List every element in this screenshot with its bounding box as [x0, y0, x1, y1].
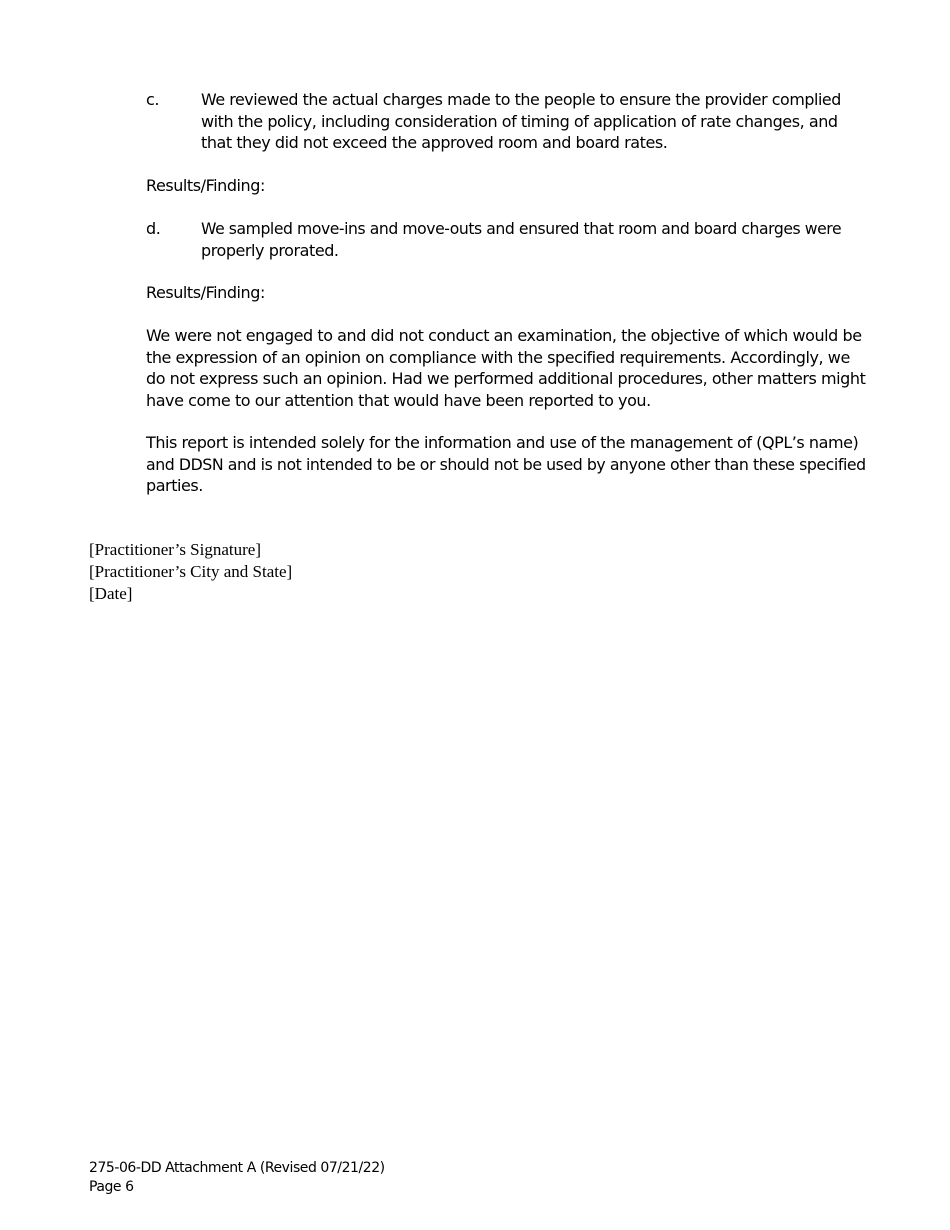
item-line: We sampled move-ins and move-outs and ensured that room and board charges were [201, 219, 842, 238]
item-text [201, 89, 841, 154]
item-line: with the policy, including consideration of timing of application of rate changes, and [201, 111, 838, 131]
procedure-item-c [146, 89, 866, 155]
date-line: [Date] [89, 584, 133, 603]
results-finding-label: Results/Finding: [146, 176, 265, 195]
paragraph-line: have come to our attention that would have been reported to you. [146, 390, 651, 410]
item-marker: c. [146, 90, 159, 109]
intended-use-paragraph [146, 432, 866, 497]
paragraph-line: parties. [146, 476, 203, 495]
item-line: that they did not exceed the approved room and board rates. [201, 133, 668, 152]
form-id: 275-06-DD Attachment A (Revised 07/21/22) [89, 1160, 385, 1176]
page-number: Page 6 [89, 1179, 134, 1195]
practitioner-signature-line: [Practitioner’s Signature] [89, 540, 262, 559]
paragraph-line: We were not engaged to and did not conduct an examination, the objective of which would be [146, 326, 862, 345]
practitioner-city-state-line: [Practitioner’s City and State] [89, 562, 293, 581]
item-text [201, 218, 841, 261]
paragraph-line: the expression of an opinion on compliance with the specified requirements. Accordingly, we [146, 347, 850, 367]
paragraph-line: This report is intended solely for the information and use of the management of (QPL’s name) [146, 433, 859, 452]
item-line: properly prorated. [201, 240, 339, 260]
procedure-item-d [146, 218, 866, 262]
disclaimer-paragraph [146, 325, 866, 411]
item-marker: d. [146, 219, 161, 238]
item-line: We reviewed the actual charges made to the people to ensure the provider complied [201, 90, 841, 109]
paragraph-line: and DDSN and is not intended to be or should not be used by anyone other than these specified [146, 454, 866, 474]
paragraph-line: do not express such an opinion. Had we performed additional procedures, other matters might [146, 369, 866, 388]
results-finding-label: Results/Finding: [146, 283, 265, 302]
page-footer [89, 1159, 385, 1197]
signature-block [89, 539, 489, 605]
